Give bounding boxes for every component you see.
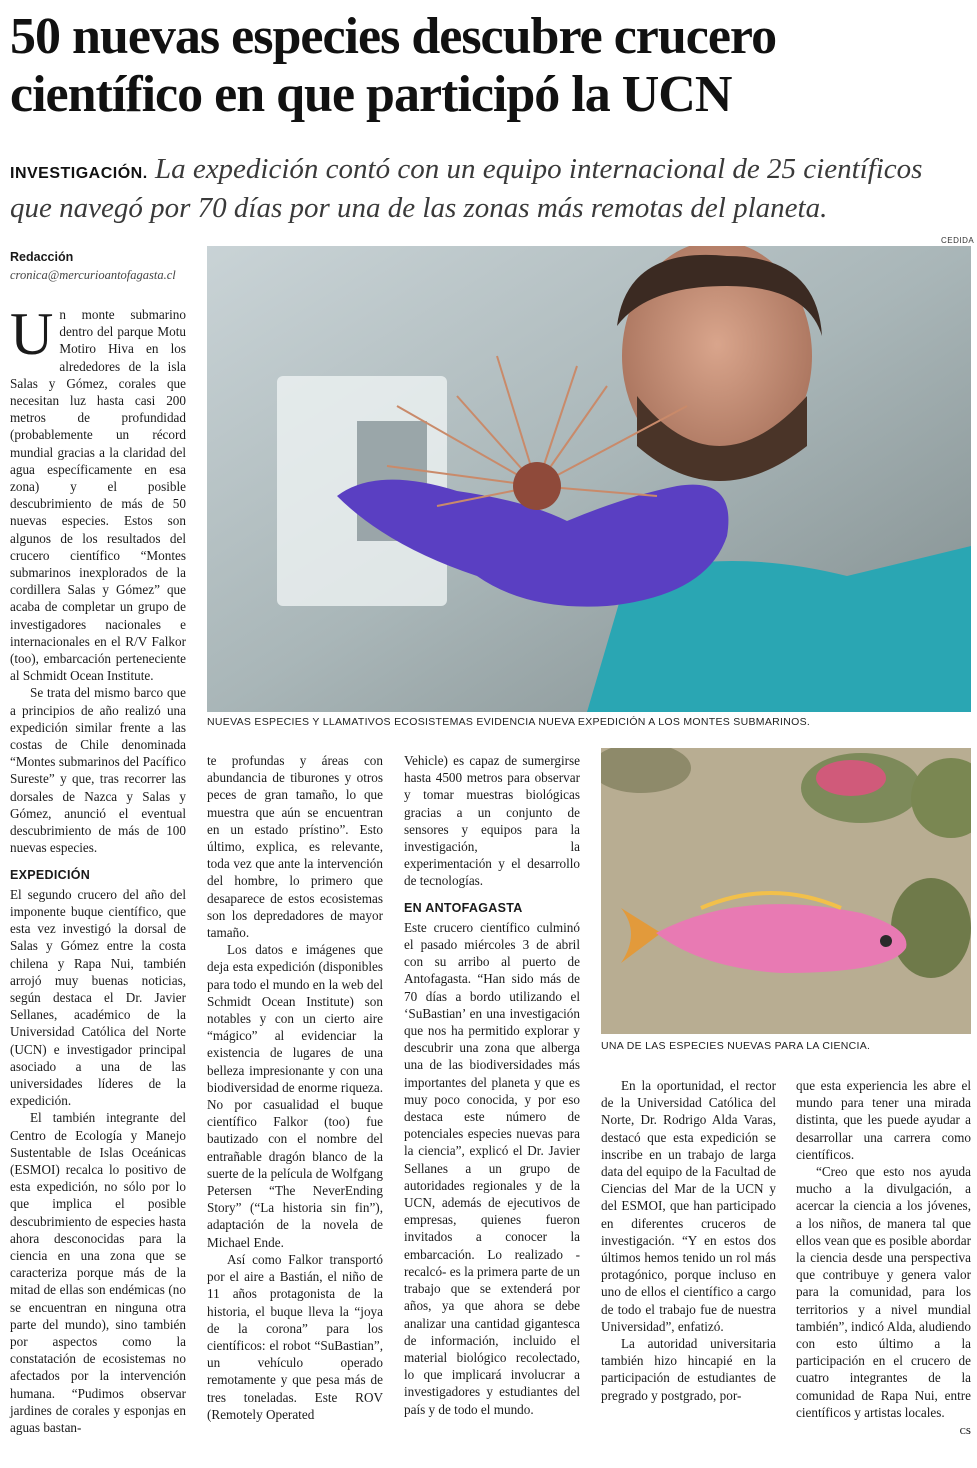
main-photo bbox=[207, 246, 971, 712]
fish-image bbox=[601, 748, 971, 1034]
deck-text: La expedición contó con un equipo internacional de 25 científicos que navegó por 70 días por una de las zonas más remotas del planeta. bbox=[10, 153, 923, 224]
headline: 50 nuevas especies descubre crucero científico en que participó la UCN bbox=[10, 8, 777, 123]
main-photo-caption: NUEVAS ESPECIES Y LLAMATIVOS ECOSISTEMAS EVIDENCIA NUEVA EXPEDICIÓN A LOS MONTES SUBMARINOS. bbox=[207, 716, 811, 728]
deck-kicker: INVESTIGACIÓN. bbox=[10, 165, 148, 182]
column-4 bbox=[601, 1077, 776, 1404]
byline bbox=[10, 250, 195, 283]
col2-paragraph-1: te profundas y áreas con abundancia de tiburones y otros peces de gran tamaño, lo que muestra que aún se encuentran en un estado prístino”. Esto último, explica, es relevante, toda vez que ante la intervención del hombre, lo primero que desaparece de estos ecosistemas son los depredadores de mayor tamaño. bbox=[207, 753, 383, 941]
col4-paragraph-1: En la oportunidad, el rector de la Universidad Católica del Norte, Dr. Rodrigo Alda Varas, destacó que esta expedición se inscribe en un trabajo de larga data del equipo de la Facultad de Ciencias del Mar de la UCN y del ESMOI, que han participado en diferentes cruceros de investigación. “Y en estos dos últimos hemos tenido un rol más protagónico, porque incluso en uno de ellos el científico a cargo de todo el trabajo fue de nuestra Universidad”, enfatizó. bbox=[601, 1078, 776, 1334]
column-2 bbox=[207, 752, 383, 1423]
column-1 bbox=[10, 301, 186, 1436]
col3-paragraph-2: Este crucero científico culminó el pasado miércoles 3 de abril con su arribo al puerto de Antofagasta. “Han sido más de 70 días a bordo utilizando el ‘SuBastian’ en una investigación que nos ha permitido explorar y descubrir una zona que alberga una de las biodiversidades más importantes del planeta y que es muy poco conocida, y por eso destaca este número de potenciales especies nuevas para la ciencia”, explicó el Dr. Javier Sellanes a un grupo de autoridades regionales y de la UCN, además de ejecutivos de empresas, quienes fueron invitados a conocer la embarcación. Lo realizado -recalcó- es la primera parte de un trabajo que se extenderá por años, ya que ahora se debe analizar una cantidad gigantesca de información, incluido el material biológico recolectado, lo que implicará involucrar a investigadores y estudiantes del país y de todo el mundo. bbox=[404, 919, 580, 1417]
byline-name: Redacción bbox=[10, 250, 74, 264]
fish-photo-caption: UNA DE LAS ESPECIES NUEVAS PARA LA CIENCIA. bbox=[601, 1040, 871, 1052]
col3-paragraph-1: Vehicle) es capaz de sumergirse hasta 4500 metros para observar y tomar muestras biológicas gracias a un conjunto de sensores y equipos para la investigación, la experimentación y el desarrollo de tecnologías. bbox=[404, 753, 580, 889]
dropcap: U bbox=[10, 301, 54, 367]
column-5 bbox=[796, 1077, 971, 1438]
col2-paragraph-3: Así como Falkor transportó por el aire a Bastián, el niño de 11 años protagonista de la historia, el buque lleva la “joya de la corona” para los científicos: el robot “SuBastian”, un vehículo operado remotamente y que pesa más de tres toneladas. Este ROV (Remotely Operated bbox=[207, 1251, 383, 1422]
byline-email: cronica@mercurioantofagasta.cl bbox=[10, 268, 176, 282]
col1-paragraph-4: El también integrante del Centro de Ecología y Manejo Sustentable de Islas Oceánicas (ESMOI) recalca lo positivo de esta expedición, no sólo por lo que implica el posible descubrimiento de especies hasta ahora desconocidas para la ciencia en una zona que se caracteriza porque más de la mitad de ellas son endémicas (no se encuentran en ninguna otra parte del mundo), sino también por aspectos como la constatación de ecosistemas no afectados por la intervención humana. “Pudimos observar jardines de corales y esponjas en aguas bastan- bbox=[10, 1110, 186, 1435]
col5-paragraph-2: “Creo que esto nos ayuda mucho a la divulgación, a acercar la ciencia a los jóvenes, a los niños, de manera tal que ellos vean que es posible abordar la ciencia desde una perspectiva que contribuye y genera valor para la comunidad, para los territorios y a nivel mundial también”, indicó Alda, aludiendo con esto último a la participación en el crucero de cuatro integrantes de la comunidad de Rapa Nui, entre científicos y artistas locales. ᴄs bbox=[796, 1164, 971, 1438]
col1-paragraph-2: Se trata del mismo barco que a principios de año realizó una expedición similar frente a las costas de Chile denominada “Montes submarinos del Pacífico Sureste” y que, tras recorrer las dorsales de Nazca y Salas y Gómez, anunció el eventual descubrimiento de más de 100 nuevas especies. bbox=[10, 685, 186, 856]
col2-paragraph-2: Los datos e imágenes que deja esta expedición (disponibles para todo el mundo en la web del Schmidt Ocean Institute) son notables y con un cierto aire “mágico” al evidenciar la existencia de lugares de una belleza impresionante y con una biodiversidad de enorme riqueza. No por casualidad el buque científico Falkor (too) fue bautizado con el nombre del entrañable dragón blanco de la suerte de la película de Wolfgang Petersen “The NeverEnding Story” (“La historia sin fin”), adaptación de la novela de Michael Ende. bbox=[207, 942, 383, 1250]
col5-paragraph-1: que esta experiencia les abre el mundo para tener una mirada distinta, que les puede ayudar a desarrollar una carrera como científicos. bbox=[796, 1078, 971, 1162]
col1-paragraph-1: Un monte submarino dentro del parque Motu Motiro Hiva en los alrededores de la isla Salas y Gómez, corales que necesitan luz hasta casi 200 metros de profundidad (probablemente un récord mundial gracias a la claridad del agua específicamente en esa zona) y el posible descubrimiento de más de 50 nuevas especies. Estos son algunos de los resultados del crucero científico “Montes submarinos inexplorados de la cordillera Salas y Gómez” que acaba de completar un grupo de investigadores nacionales e internacionales en el R/V Falkor (too), embarcación perteneciente al Schmidt Ocean Institute. bbox=[10, 301, 186, 684]
subhead-expedicion: EXPEDICIÓN bbox=[10, 867, 91, 882]
subhead-antofagasta: EN ANTOFAGASTA bbox=[404, 900, 523, 915]
photo-credit: CEDIDA bbox=[941, 236, 975, 245]
col4-paragraph-2: La autoridad universitaria también hizo hincapié en la participación de estudiantes de pregrado y postgrado, por- bbox=[601, 1336, 776, 1403]
scientist-urchin-image bbox=[207, 246, 971, 712]
column-3 bbox=[404, 752, 580, 1418]
deck bbox=[10, 152, 970, 225]
end-mark: ᴄs bbox=[959, 1422, 971, 1438]
fish-photo bbox=[601, 748, 971, 1034]
col1-paragraph-3: El segundo crucero del año del imponente buque científico, que esta vez investigó la dorsal de Salas y Gómez entre la costa chilena y Rapa Nui, también arrojó muy buenas noticias, según destaca el Dr. Javier Sellanes, académico de la Universidad Católica del Norte (UCN) e investigador principal asociado a una de las universidades líderes de la expedición. bbox=[10, 886, 186, 1109]
